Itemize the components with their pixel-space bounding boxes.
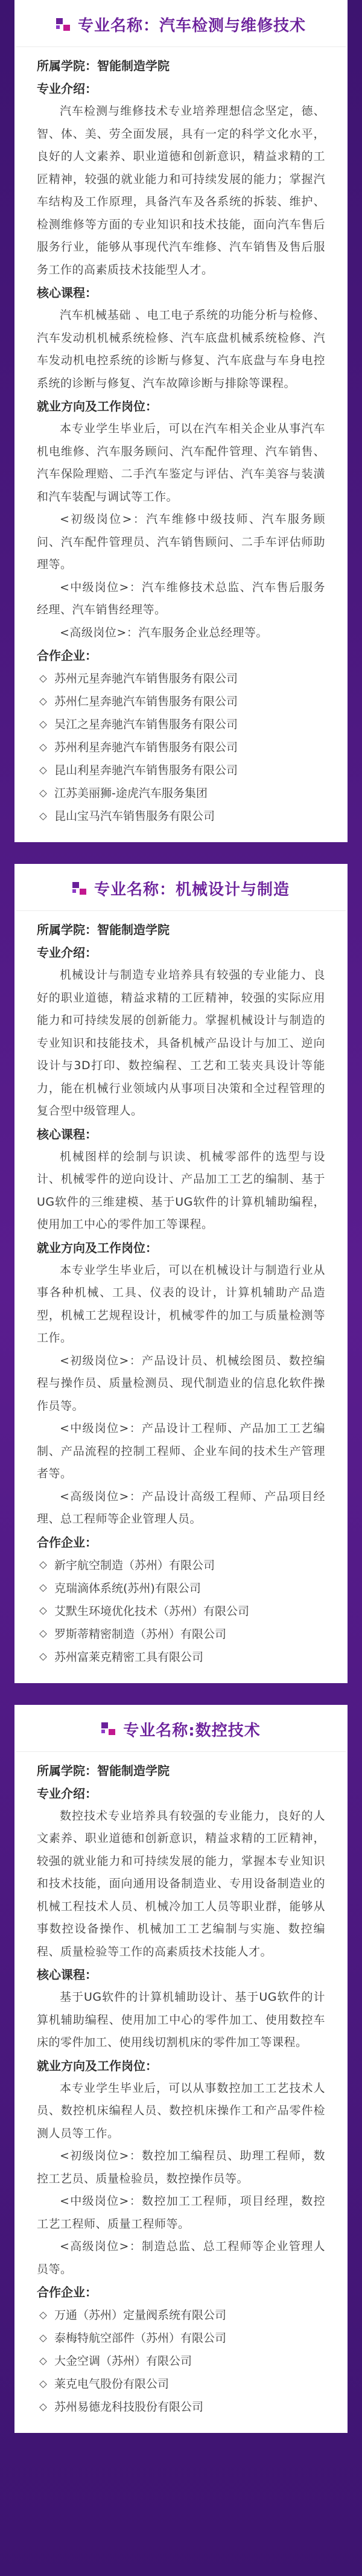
partner-item: [37, 713, 325, 736]
college-row: [37, 1759, 325, 1782]
career-text: 本专业学生毕业后，可以在汽车相关企业从事汽车机电维修、汽车服务顾问、汽车配件管理、汽车销售、汽车保险理赔、二手汽车鉴定与评估、汽车美容与装潢和汽车装配与调试等工作。: [37, 422, 325, 503]
partner-item: [37, 2350, 325, 2373]
diamond-bullet-icon: [39, 2335, 47, 2342]
senior-positions: <高级岗位>：汽车服务企业总经理等。: [60, 625, 268, 639]
partner-item: [37, 759, 325, 782]
partner-list: [37, 2304, 325, 2418]
college-label: 所属学院：: [37, 922, 97, 937]
mid-positions: <中级岗位>：产品设计工程师、产品加工工艺编制、产品流程的控制工程师、企业车间的技术生产管理者等。: [37, 1422, 325, 1480]
partner-name: 泰梅特航空部件（苏州）有限公司: [54, 2332, 227, 2345]
diamond-bullet-icon: [39, 721, 47, 729]
intro-text: 数控技术专业培养具有较强的专业能力，良好的人文素养、职业道德和创新意识，精益求精的工匠精神，较强的就业能力和可持续发展的能力，掌握本专业知识和技术技能，面向通用设备制造业、专用设备制造业的机械工程技术人员、机械冷加工人员等职业群，能够从事数控设备操作、机械加工工艺编制与实施、数控编程、质量检验等工作的高素质技术技能人才。: [37, 1809, 325, 1958]
intro-text: 汽车检测与维修技术专业培养理想信念坚定，德、智、体、美、劳全面发展，具有一定的科学文化水平，良好的人文素养、职业道德和创新意识，精益求精的工匠精神，较强的就业能力和可持续发展的能力；掌握汽车结构及工作原理，具备汽车及各系统的拆装、维护、检测维修等方面的专业知识和技术技能，面向汽车售后服务行业，能够从事现代汽车维修、汽车销售及售后服务工作的高素质技术技能型人才。: [37, 104, 325, 276]
college-label: 所属学院：: [37, 59, 97, 73]
partner-name: 吴江之星奔驰汽车销售服务有限公司: [54, 718, 238, 731]
partner-item: [37, 1577, 325, 1600]
diamond-bullet-icon: [39, 2312, 47, 2319]
major-name: 机械设计与制造: [176, 881, 290, 899]
partners-label: 合作企业：: [37, 2285, 97, 2300]
core-label: 核心课程：: [37, 1127, 97, 1142]
partner-item: [37, 805, 325, 828]
mid-positions: <中级岗位>：数控加工工程师，项目经理，数控工艺工程师、质量工程师等。: [37, 2194, 325, 2231]
intro-label: 专业介绍：: [37, 945, 97, 960]
partners-label: 合作企业：: [37, 1535, 97, 1550]
program-title: [16, 1705, 346, 1752]
junior-positions: <初级岗位>：产品设计员、机械绘图员、数控编程与操作员、质量检测员、现代制造业的信息化软件操作员等。: [37, 1354, 325, 1413]
diamond-bullet-icon: [39, 790, 47, 797]
intro-text: 机械设计与制造专业培养具有较强的专业能力、良好的职业道德，精益求精的工匠精神，较强的实际应用能力和可持续发展的创新能力。掌握机械设计与制造的专业知识和技能技术，具备机械产品设计与加工、逆向设计与3D打印、数控编程、工艺和工装夹具设计等能力，能在机械行业领域内从事项目决策和全过程管理的复合型中级管理人。: [37, 968, 325, 1117]
college-name: 智能制造学院: [97, 59, 170, 73]
partners-label: 合作企业：: [37, 648, 97, 663]
partner-name: 大金空调（苏州）有限公司: [54, 2354, 192, 2368]
diamond-bullet-icon: [39, 2380, 47, 2388]
major-heading: [123, 1718, 260, 1740]
partner-name: 艾默生环境优化技术（苏州）有限公司: [54, 1604, 250, 1618]
partner-list: [37, 1554, 325, 1669]
core-text: 基于UG软件的计算机辅助设计、基于UG软件的计算机辅助编程、使用加工中心的零件加工、使用数控车床的零件加工、使用线切割机床的零件加工等课程。: [37, 1990, 325, 2049]
program-card-cnc-technology: [14, 1705, 348, 2434]
junior-positions: <初级岗位>：数控加工编程员、助理工程师，数控工艺员、质量检验员，数控操作员等。: [37, 2149, 325, 2185]
partner-name: 苏州易德龙科技股份有限公司: [54, 2400, 204, 2414]
core-text: 机械图样的绘制与识读、机械零部件的选型与设计、机械零件的逆向设计、产品加工工艺的编制、基于UG软件的三维建模、基于UG软件的计算机辅助编程，使用加工中心的零件加工等课程。: [37, 1149, 325, 1231]
diamond-bullet-icon: [39, 698, 47, 706]
partner-name: 莱克电气股份有限公司: [54, 2377, 170, 2391]
core-label: 核心课程：: [37, 1967, 97, 1982]
partner-name: 克瑞滴体系统(苏州)有限公司: [54, 1581, 201, 1595]
partner-list: [37, 667, 325, 828]
diamond-bullet-icon: [39, 2403, 47, 2411]
career-text: 本专业学生毕业后，可以在机械设计与制造行业从事各种机械、工具、仪表的设计，计算机辅助产品造型，机械工艺规程设计，机械零件的加工与质量检测等工作。: [37, 1263, 325, 1344]
college-name: 智能制造学院: [97, 1763, 170, 1778]
career-text: 本专业学生毕业后，可以从事数控加工工艺技术人员、数控机床编程人员、数控机床操作工和产品零件检测人员等工作。: [37, 2081, 325, 2140]
intro-label: 专业介绍：: [37, 1786, 97, 1801]
major-heading: [78, 13, 306, 36]
senior-positions: <高级岗位>：产品设计高级工程师、产品项目经理、总工程师等企业管理人员。: [37, 1489, 325, 1526]
college-name: 智能制造学院: [97, 922, 170, 937]
squares-logo-icon: [56, 18, 72, 31]
diamond-bullet-icon: [39, 2357, 47, 2365]
partner-name: 新宇航空制造（苏州）有限公司: [54, 1558, 215, 1572]
squares-logo-icon: [72, 882, 88, 895]
partner-item: [37, 667, 325, 690]
major-label: 专业名称：: [94, 881, 176, 899]
diamond-bullet-icon: [39, 675, 47, 683]
core-text: 汽车机械基础 、电工电子系统的功能分析与检修、汽车发动机机械系统检修、汽车底盘机械系统检修、汽车发动机电控系统的诊断与修复、汽车底盘与车身电控系统的诊断与修复、汽车故障诊断与排除等课程。: [37, 308, 325, 390]
partner-item: [37, 1646, 325, 1669]
partner-name: 罗斯蒂精密制造（苏州）有限公司: [54, 1627, 227, 1641]
partner-name: 苏州利星奔驰汽车销售服务有限公司: [54, 741, 238, 754]
diamond-bullet-icon: [39, 813, 47, 820]
partner-item: [37, 1623, 325, 1646]
partner-item: [37, 2373, 325, 2395]
partner-item: [37, 1554, 325, 1577]
program-card-auto-repair: [14, 0, 348, 842]
partner-item: [37, 2327, 325, 2350]
partner-name: 江苏美丽狮-途虎汽车服务集团: [54, 787, 208, 800]
major-label: 专业名称:: [123, 1721, 195, 1740]
squares-logo-icon: [101, 1722, 117, 1736]
intro-label: 专业介绍：: [37, 81, 97, 96]
major-label: 专业名称：: [77, 17, 159, 35]
partner-name: 苏州元星奔驰汽车销售服务有限公司: [54, 672, 238, 685]
partner-item: [37, 736, 325, 759]
college-row: [37, 918, 325, 941]
partner-item: [37, 690, 325, 713]
senior-positions: <高级岗位>：制造总监、总工程师等企业管理人员等。: [37, 2240, 325, 2276]
college-label: 所属学院：: [37, 1763, 97, 1778]
diamond-bullet-icon: [39, 1653, 47, 1661]
program-title: [16, 864, 346, 911]
partner-item: [37, 2395, 325, 2418]
diamond-bullet-icon: [39, 744, 47, 752]
college-row: [37, 54, 325, 77]
partner-name: 苏州富莱克精密工具有限公司: [54, 1650, 204, 1664]
major-heading: [94, 877, 290, 900]
partner-item: [37, 782, 325, 805]
diamond-bullet-icon: [39, 1607, 47, 1615]
career-label: 就业方向及工作岗位：: [37, 1240, 157, 1255]
career-label: 就业方向及工作岗位：: [37, 399, 157, 414]
core-label: 核心课程：: [37, 286, 97, 300]
junior-positions: <初级岗位>：汽车维修中级技师、汽车服务顾问、汽车配件管理员、汽车销售顾问、二手车评估师助理等。: [37, 513, 325, 571]
diamond-bullet-icon: [39, 767, 47, 775]
career-label: 就业方向及工作岗位：: [37, 2058, 157, 2073]
diamond-bullet-icon: [39, 1630, 47, 1638]
partner-name: 万通（苏州）定量阀系统有限公司: [54, 2309, 227, 2322]
program-card-mechanical-design: [14, 864, 348, 1683]
partner-name: 苏州仁星奔驰汽车销售服务有限公司: [54, 695, 238, 708]
diamond-bullet-icon: [39, 1561, 47, 1569]
program-title: [16, 0, 346, 47]
diamond-bullet-icon: [39, 1584, 47, 1592]
major-name: 数控技术: [195, 1721, 261, 1740]
partner-item: [37, 2304, 325, 2327]
major-name: 汽车检测与维修技术: [159, 17, 306, 35]
partner-name: 昆山利星奔驰汽车销售服务有限公司: [54, 764, 238, 777]
mid-positions: <中级岗位>：汽车维修技术总监、汽车售后服务经理、汽车销售经理等。: [37, 580, 325, 616]
partner-name: 昆山宝马汽车销售服务有限公司: [54, 810, 215, 823]
partner-item: [37, 1600, 325, 1623]
